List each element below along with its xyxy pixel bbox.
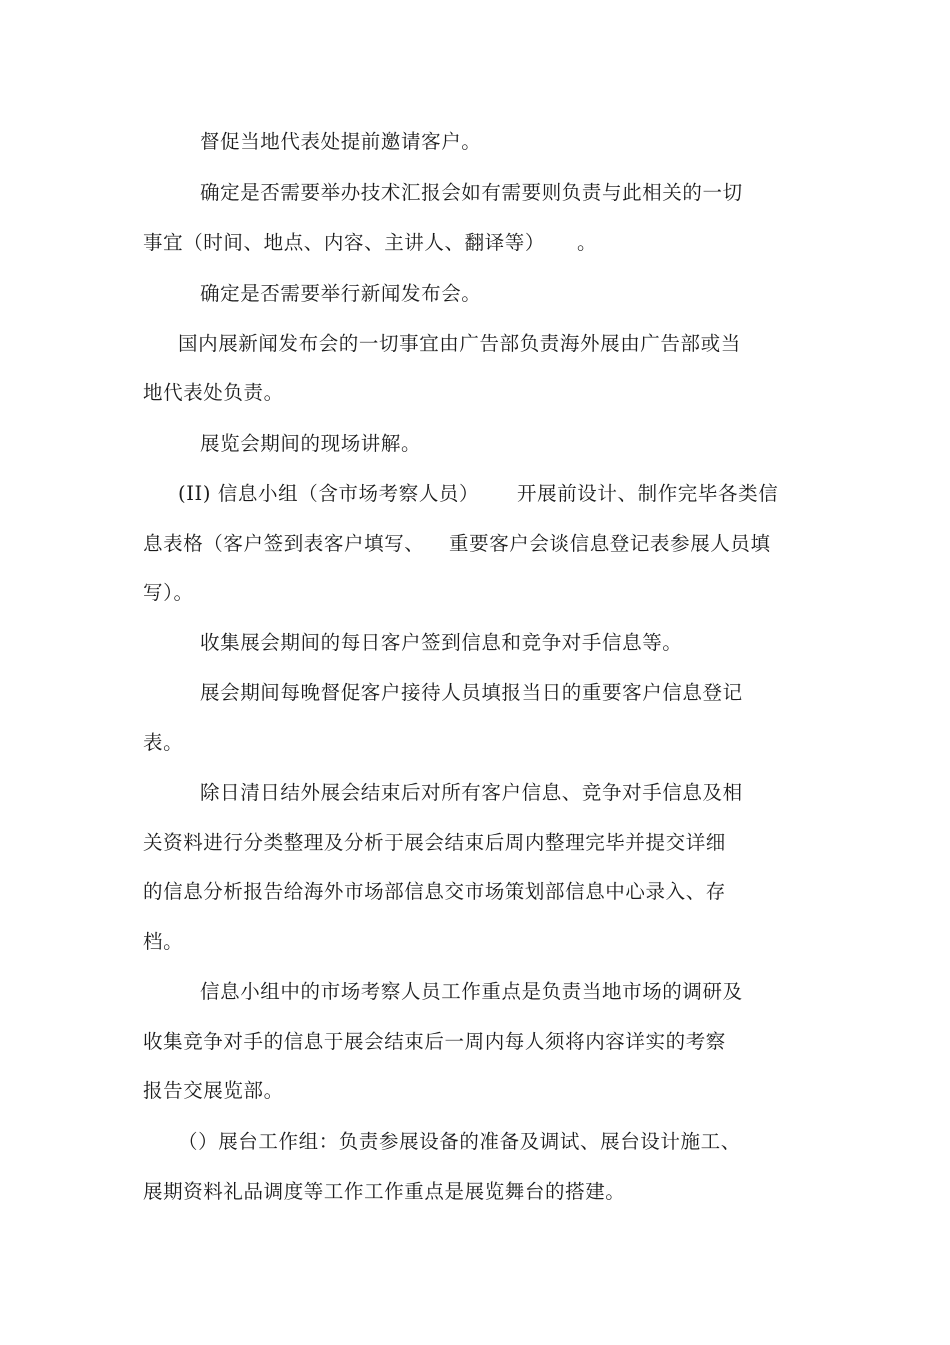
paragraph-line: 写）。 (143, 581, 194, 604)
paragraph-line: 表。 (143, 731, 184, 754)
paragraph-line: 开展前设计、制作完毕各类信 (517, 482, 779, 505)
paragraph-line: 重要客户会谈信息登记表参展人员填 (449, 532, 771, 555)
paragraph-line: 确定是否需要举办技术汇报会如有需要则负责与此相关的一切 (200, 181, 743, 204)
paragraph-line: 收集展会期间的每日客户签到信息和竞争对手信息等。 (200, 631, 683, 654)
paragraph-line: 档。 (143, 930, 184, 953)
paragraph-line: 报告交展览部。 (143, 1079, 284, 1102)
paragraph-line: 展览会期间的现场讲解。 (200, 432, 422, 455)
paragraph-line: 。 (577, 231, 598, 254)
paragraph-line: 地代表处负责。 (143, 381, 284, 404)
paragraph-line: 除日清日结外展会结束后对所有客户信息、竞争对手信息及相 (200, 781, 743, 804)
paragraph-line: 国内展新闻发布会的一切事宜由广告部负责海外展由广告部或当 (178, 332, 741, 355)
paragraph-line: (II) 信息小组（含市场考察人员） (178, 482, 480, 505)
paragraph-line: 展期资料礼品调度等工作工作重点是展览舞台的搭建。 (143, 1180, 626, 1203)
paragraph-line: 息表格（客户签到表客户填写、 (143, 532, 425, 555)
paragraph-line: 的信息分析报告给海外市场部信息交市场策划部信息中心录入、存 (143, 880, 726, 903)
paragraph-line: 督促当地代表处提前邀请客户。 (200, 130, 482, 153)
paragraph-line: 确定是否需要举行新闻发布会。 (200, 282, 482, 305)
paragraph-line: 关资料进行分类整理及分析于展会结束后周内整理完毕并提交详细 (143, 831, 726, 854)
paragraph-line: 信息小组中的市场考察人员工作重点是负责当地市场的调研及 (200, 980, 743, 1003)
paragraph-line: 事宜（时间、地点、内容、主讲人、翻译等） (143, 231, 546, 254)
paragraph-line: 展会期间每晚督促客户接待人员填报当日的重要客户信息登记 (200, 681, 743, 704)
paragraph-line: （）展台工作组：负责参展设备的准备及调试、展台设计施工、 (178, 1130, 741, 1153)
paragraph-line: 收集竞争对手的信息于展会结束后一周内每人须将内容详实的考察 (143, 1030, 726, 1053)
